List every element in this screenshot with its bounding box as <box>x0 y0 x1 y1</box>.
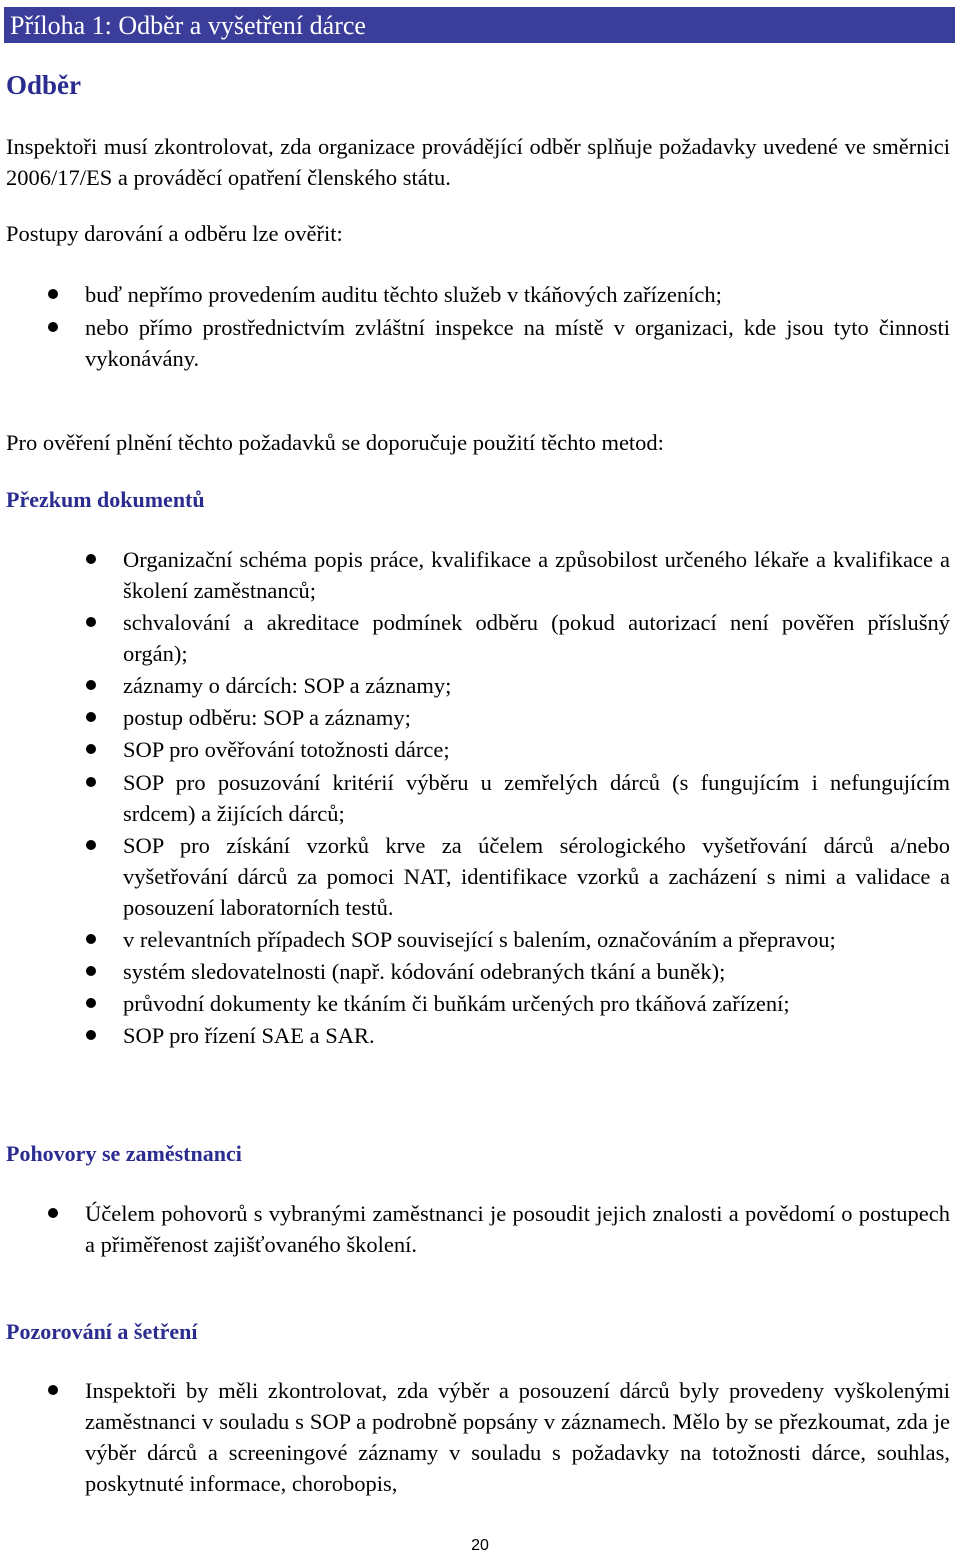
list-item-text: buď nepřímo provedením auditu těchto služeb v tkáňových zařízeních; <box>85 282 722 307</box>
list-item-text: SOP pro posuzování kritérií výběru u zemřelých dárců (s fungujícím i nefungujícím srdcem) a žijících dárců; <box>123 770 950 826</box>
bullet-icon <box>86 966 96 976</box>
list-item <box>123 702 950 733</box>
observation-list <box>85 1375 950 1499</box>
list-item <box>123 607 950 669</box>
bullet-icon <box>48 1385 58 1395</box>
section-heading-staff-interviews: Pohovory se zaměstnanci <box>6 1141 242 1166</box>
intro-paragraph: Inspektoři musí zkontrolovat, zda organizace provádějící odběr splňuje požadavky uvedené ve směrnici 2006/17/ES a prováděcí opatření členského státu. <box>6 134 950 190</box>
verification-intro: Postupy darování a odběru lze ověřit: <box>6 221 343 246</box>
list-item <box>123 734 950 765</box>
list-item-text: postup odběru: SOP a záznamy; <box>123 705 411 730</box>
bullet-icon <box>48 322 58 332</box>
list-item <box>123 956 950 987</box>
list-item <box>123 830 950 923</box>
page-title: Příloha 1: Odběr a vyšetření dárce <box>10 11 366 40</box>
list-item-text: SOP pro ověřování totožnosti dárce; <box>123 737 450 762</box>
section-heading-observation: Pozorování a šetření <box>6 1319 198 1344</box>
bullet-icon <box>86 840 96 850</box>
list-item <box>123 670 950 701</box>
list-item-text: SOP pro řízení SAE a SAR. <box>123 1023 375 1048</box>
list-item <box>85 1198 950 1260</box>
list-item-text: Inspektoři by měli zkontrolovat, zda výběr a posouzení dárců byly provedeny vyškolenými zaměstnanci v souladu s SOP a podrobně popsány v záznamech. Mělo by se přezkoumat, zda je výběr dárců a screeningové záznamy v souladu s požadavky na totožnosti dárce, souhlas, poskytnuté informace, chorobopis, <box>85 1378 950 1496</box>
page-number: 20 <box>471 1537 489 1554</box>
bullet-icon <box>86 680 96 690</box>
document-review-list <box>123 544 950 1051</box>
list-item-text: nebo přímo prostřednictvím zvláštní inspekce na místě v organizaci, kde jsou tyto činnosti vykonávány. <box>85 315 950 371</box>
bullet-icon <box>86 617 96 627</box>
list-item-text: Organizační schéma popis práce, kvalifikace a způsobilost určeného lékaře a kvalifikace a školení zaměstnanců; <box>123 547 950 603</box>
list-item <box>123 924 950 955</box>
methods-intro: Pro ověření plnění těchto požadavků se doporučuje použití těchto metod: <box>6 430 664 455</box>
bullet-icon <box>86 1030 96 1040</box>
list-item <box>123 767 950 829</box>
bullet-icon <box>48 289 58 299</box>
list-item <box>85 312 950 374</box>
bullet-icon <box>86 777 96 787</box>
bullet-icon <box>86 554 96 564</box>
list-item-text: Účelem pohovorů s vybranými zaměstnanci je posoudit jejich znalosti a povědomí o postupech a přiměřenost zajišťovaného školení. <box>85 1201 950 1257</box>
bullet-icon <box>86 934 96 944</box>
section-heading-document-review: Přezkum dokumentů <box>6 487 205 512</box>
list-item <box>123 544 950 606</box>
section-heading-odber: Odběr <box>6 70 82 100</box>
bullet-icon <box>86 744 96 754</box>
list-item-text: záznamy o dárcích: SOP a záznamy; <box>123 673 452 698</box>
list-item-text: v relevantních případech SOP související s balením, označováním a přepravou; <box>123 927 836 952</box>
list-item <box>123 1020 950 1051</box>
title-bar <box>4 7 955 43</box>
bullet-icon <box>48 1208 58 1218</box>
list-item <box>123 988 950 1019</box>
list-item-text: průvodní dokumenty ke tkáním či buňkám určených pro tkáňová zařízení; <box>123 991 790 1016</box>
list-item-text: SOP pro získání vzorků krve za účelem sérologického vyšetřování dárců a/nebo vyšetřování dárců za pomoci NAT, identifikace vzorků a zacházení s nimi a validace a posouzení laboratorních testů. <box>123 833 950 920</box>
staff-interviews-list <box>85 1198 950 1260</box>
verification-list <box>85 279 950 374</box>
bullet-icon <box>86 998 96 1008</box>
list-item <box>85 1375 950 1499</box>
list-item-text: schvalování a akreditace podmínek odběru (pokud autorizací není pověřen příslušný orgán); <box>123 610 950 666</box>
list-item <box>85 279 950 310</box>
bullet-icon <box>86 712 96 722</box>
list-item-text: systém sledovatelnosti (např. kódování odebraných tkání a buněk); <box>123 959 726 984</box>
